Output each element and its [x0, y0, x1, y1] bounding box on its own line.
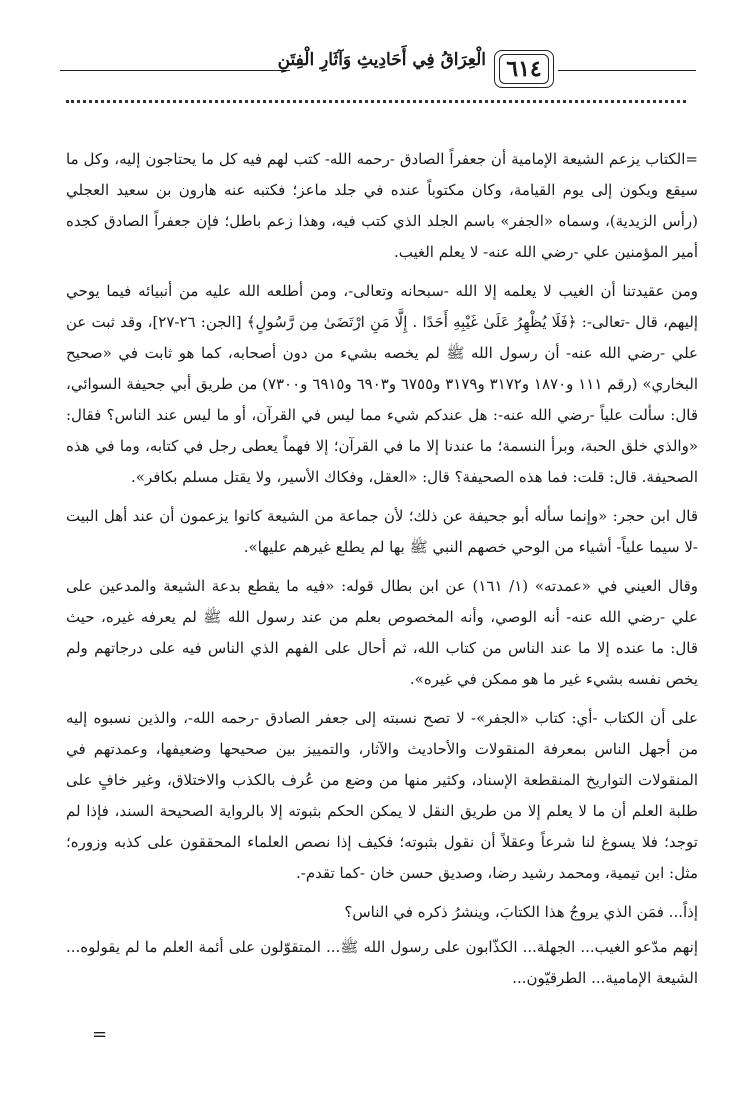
paragraph: وقال العيني في «عمدته» (١/ ١٦١) عن ابن بطال قوله: «فيه ما يقطع بدعة الشيعة والمدعين على علي -رضي الله عنه- أنه الوصي، وأنه المخصوص بعلم من عند رسول الله ﷺ لم يعرفه غيره، حيث قال: ما عنده إلا ما عند الناس من كتاب الله، ثم أحال على الفهم الذي الناس فيه على درجاتهم ولم يخص نفسه بشيء غير ما هو ممكن في غيره». — [66, 577, 699, 688]
paragraph: إنهم مدّعو الغيب... الجهلة... الكذّابون على رسول الله ﷺ... المتقوّلون على أئمة العلم ما لم يقولوه... الشيعة الإمامية... الطرقيّون... — [66, 938, 698, 987]
header-rule-right — [558, 70, 696, 71]
paragraph: قال ابن حجر: «وإنما سأله أبو جحيفة عن ذلك؛ لأن جماعة من الشيعة كانوا يزعمون أن عند أهل البيت -لا سيما علياً- أشياء من الوحي خصهم النبي ﷺ بها لم يطلع غيرهم عليها». — [66, 507, 698, 556]
paragraph: إذاً... فمَن الذي يروجُ هذا الكتابَ، وينشرُ ذكره في الناس؟ — [344, 903, 698, 921]
continuation-mark: = — [92, 1024, 108, 1045]
running-header — [60, 48, 696, 96]
dotted-separator — [66, 100, 686, 103]
page-number: ٦١٤ — [494, 50, 554, 88]
book-title: الْعِرَاقُ فِي أَحَادِيثِ وَآثَارِ الْفِتَنِ — [277, 50, 486, 70]
paragraph: ومن عقيدتنا أن الغيب لا يعلمه إلا الله -سبحانه وتعالى-، ومن أطلعه الله عليه من أنبيائه فيما يوحي إليهم، قال -تعالى-: ﴿فَلَا يُظْهِرُ عَلَىٰ غَيْبِهِ أَحَدًا . إِلَّا مَنِ ارْتَضَىٰ مِن رَّسُولٍ﴾ [الجن: ٢٦-٢٧]، وقد ثبت عن علي -رضي الله عنه- أن رسول الله ﷺ لم يخصه بشيء من دون أصحابه، كما هو ثابت في «صحيح البخاري» (رقم ١١١ و١٨٧٠ و٣١٧٢ و٣١٧٩ و٦٧٥٥ و٦٩٠٣ و٦٩١٥ و٧٣٠٠) من طريق أبي جحيفة السوائي، قال: سألت علياً -رضي الله عنه-: هل عندكم شيء مما ليس في القرآن، أو ما ليس عند الناس؟ فقال: «والذي خلق الحبة، وبرأ النسمة؛ ما عندنا إلا ما في القرآن؛ إلا فهماً يعطى رجل في كتابه، وما في هذه الصحيفة. قال: قلت: فما هذه الصحيفة؟ قال: «العقل، وفكاك الأسير، ولا يقتل مسلم بكافر». — [66, 282, 699, 486]
paragraph: على أن الكتاب -أي: كتاب «الجفر»- لا تصح نسبته إلى جعفر الصادق -رحمه الله-، والذين نسبوه إليه من أجهل الناس بمعرفة المنقولات والأحاديث والآثار، والتمييز بين صحيحها وضعيفها، وعمدتهم في المنقولات التواريخ المنقطعة الإسناد، وكثير منها من وضع من عُرف بالكذب والاختلاق، وغير خافٍ على طلبة العلم أن ما لا يعلم إلا من طريق النقل لا يمكن الحكم بثبوته إلا بالرواية الصحيحة السند، فإذا لم توجد؛ فلا يسوغ لنا شرعاً وعقلاً أن نقول بثبوته؛ فكيف إذا نصص العلماء المحققون على كذبه وزوره؛ مثل: ابن تيمية، ومحمد رشيد رضا، وصديق حسن خان -كما تقدم-. — [66, 709, 698, 882]
main-text — [66, 144, 698, 1002]
paragraph: =الكتاب يزعم الشيعة الإمامية أن جعفراً الصادق -رحمه الله- كتب لهم فيه كل ما يحتاجون إليه، وكل ما سيقع ويكون إلى يوم القيامة، وكان مكتوباً عنده في جلد ماعز؛ فكتبه عنه هارون بن سعيد العجلي (رأس الزيدية)، وسماه «الجفر» باسم الجلد الذي كتب فيه، وهذا زعم باطل؛ فإن جعفراً الصادق كجده أمير المؤمنين علي -رضي الله عنه- لا يعلم الغيب. — [66, 150, 698, 261]
header-rule-left — [60, 70, 290, 71]
